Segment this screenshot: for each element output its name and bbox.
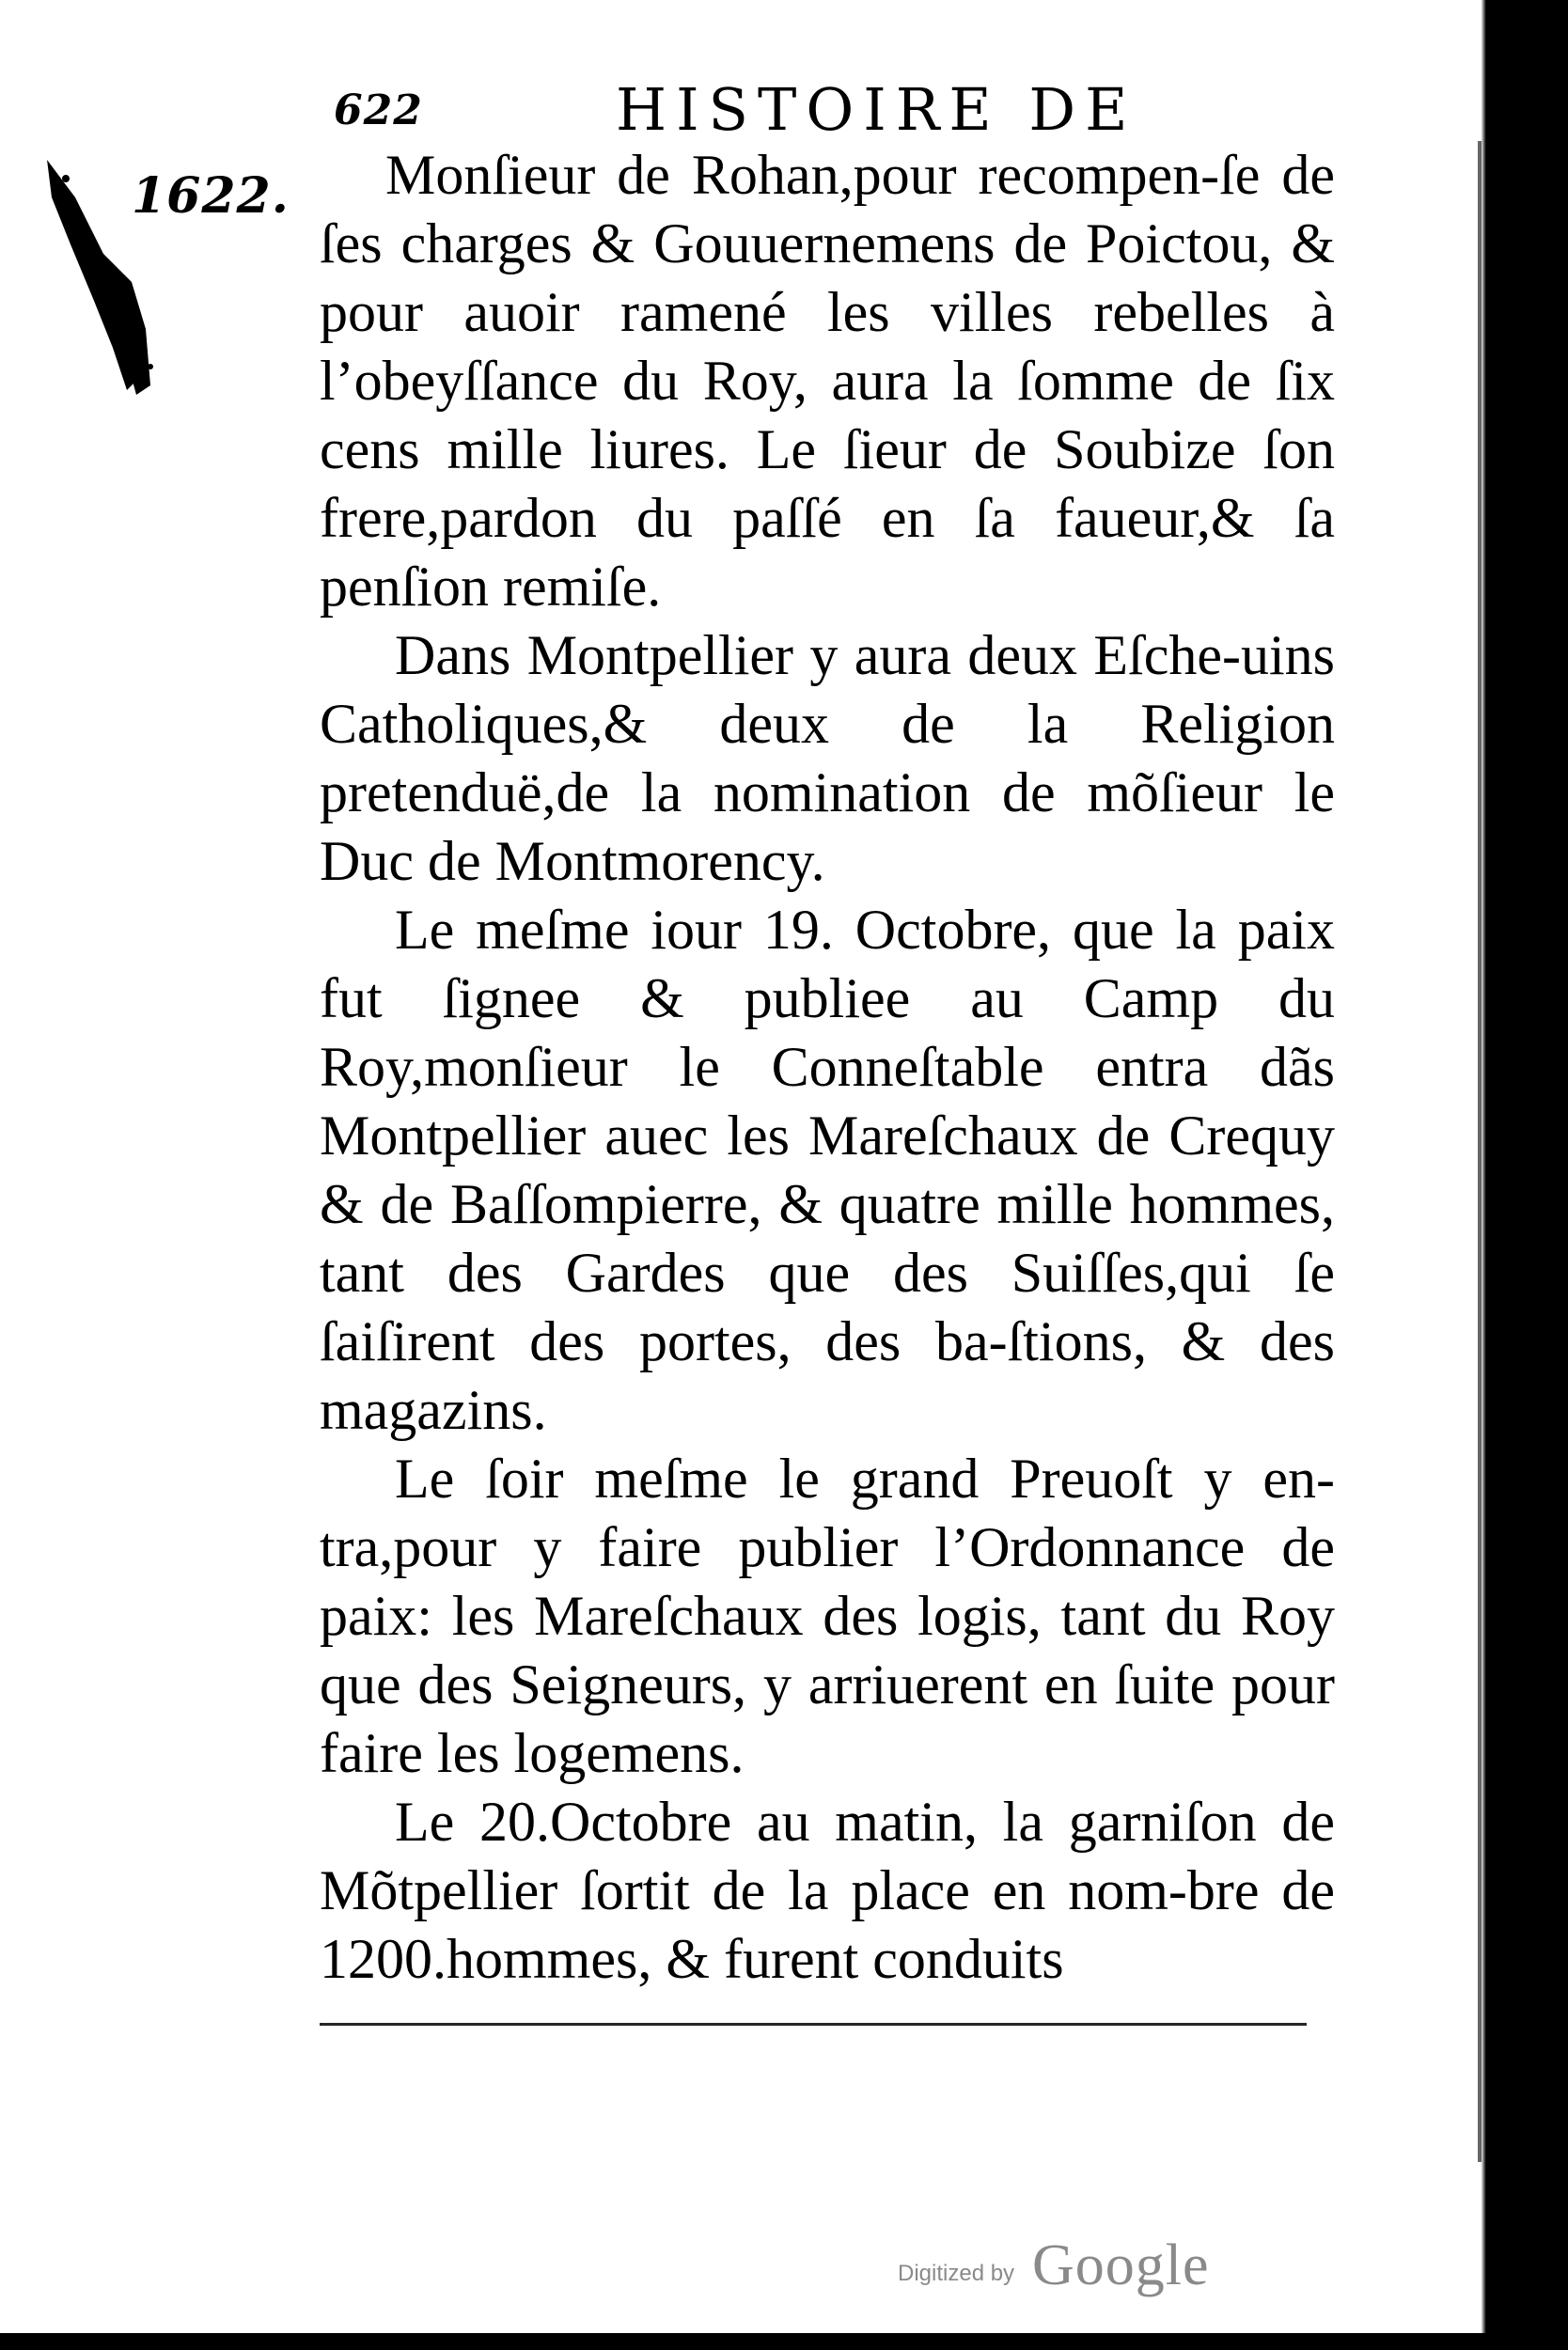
bottom-rule <box>320 2023 1307 2026</box>
page-edge-shadow <box>1483 0 1568 2350</box>
running-title: HISTOIRE DE <box>616 75 1137 144</box>
bottom-edge-shadow <box>0 2333 1568 2350</box>
paragraph: Le meſme iour 19. Octobre, que la paix fut ſignee & publiee au Camp du Roy,monſieur le Conneſtable entra dãs Montpellier auec les Mareſchaux de Crequy & de Baſſompierre, & quatre mille hommes, tant des Gardes que des Suiſſes,qui ſe ſaiſirent des portes, des ba-ſtions, & des magazins. <box>320 899 1335 1441</box>
digitized-watermark <box>898 2232 1236 2298</box>
margin-year: 1622. <box>132 167 290 225</box>
paragraph: Dans Montpellier y aura deux Eſche-uins Catholiques,& deux de la Religion pretenduë,de la nomination de mõſieur le Duc de Montmorency. <box>320 624 1335 892</box>
page-edge-line <box>1478 141 1482 2162</box>
paragraph: Monſieur de Rohan,pour recompen-ſe de ſes charges & Gouuernemens de Poictou, & pour auoir ramené les villes rebelles à l’obeyſſance du Roy, aura la ſomme de ſix cens mille liures. Le ſieur de Soubize ſon frere,pardon du paſſé en ſa faueur,& ſa penſion remiſe. <box>320 144 1335 618</box>
paragraph: Le 20.Octobre au matin, la garniſon de Mõtpellier ſortit de la place en nom-bre de 1200.hommes, & furent conduits <box>320 1791 1335 1990</box>
paragraph: Le ſoir meſme le grand Preuoſt y en-tra,pour y faire publier l’Ordonnance de paix: les Mareſchaux des logis, tant du Roy que des Seigneurs, y arriuerent en ſuite pour faire les logemens. <box>320 1448 1335 1784</box>
running-header <box>334 68 1180 143</box>
watermark-prefix: Digitized by <box>898 2261 1015 2286</box>
watermark-brand: Google <box>1032 2233 1210 2297</box>
body-text <box>320 141 1335 1994</box>
page-number: 622 <box>334 86 423 134</box>
